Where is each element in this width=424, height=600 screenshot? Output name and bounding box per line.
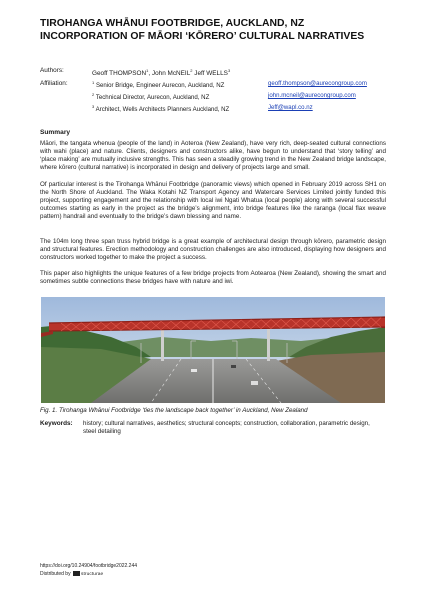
- affiliation-1-text: Senior Bridge, Engineer Aurecon, Auckland, NZ: [95, 82, 225, 90]
- car-2: [231, 365, 236, 368]
- authors-label: Authors:: [40, 67, 64, 74]
- distributed-by: [40, 571, 103, 577]
- figure-caption: [40, 407, 390, 414]
- author-3-sup: 3: [227, 68, 231, 73]
- figure-caption-prefix: Fig. 1.: [40, 407, 58, 414]
- summary-paragraph-2: Of particular interest is the Tirohanga Whānui Footbridge (panoramic views) which opened in February 2019 across SH1 on the North Shore of Auckland. The Waka Kotahi NZ Transport Agency and Watercare Services Limited jointly funded this project, supporting engagement and the relationship with local iwi Ngati Whatua (local people) along with several successful outcomes starting as early in the project as the bridge’s alignment, into bridge features like the raranga (local flax weave pattern) handrail and eventually to the bridge’s dawn blessing and name.: [40, 181, 386, 220]
- affiliation-3-text: Architect, Wells Architects Planners Auckland, NZ: [95, 106, 230, 114]
- keywords-label: Keywords:: [40, 420, 73, 427]
- affiliation-1-sup: 1: [92, 80, 95, 85]
- author-3: Jeff WELLS: [194, 70, 228, 78]
- affiliation-2: [92, 92, 209, 101]
- author-1: Geoff THOMPSON: [92, 70, 147, 78]
- figure-caption-text: Tirohanga Whānui Footbridge ‘ties the landscape back together’ in Auckland, New Zealand: [58, 407, 308, 414]
- summary-paragraph-3: The 104m long three span truss hybrid bridge is a great example of architectural design through kōrero, parametric design and structural features. Erection methodology and construction challenges are also introduced, displaying how designers and constructors worked together to make the project a success.: [40, 238, 386, 261]
- author-2: John McNEIL: [151, 70, 191, 78]
- distributed-by-label: Distributed by: [40, 571, 71, 577]
- affiliation-2-sup: 2: [92, 92, 95, 97]
- summary-heading: Summary: [40, 129, 71, 136]
- car-1: [191, 369, 197, 372]
- author-2-sup: 2: [190, 68, 193, 73]
- structurae-logo-icon: [73, 571, 80, 576]
- affiliation-1: [92, 80, 224, 89]
- author-1-sup: 1: [146, 68, 149, 73]
- bridge-photo-illustration: [41, 297, 385, 403]
- email-link-1[interactable]: geoff.thompson@aurecongroup.com: [268, 80, 367, 87]
- title-line-2: INCORPORATION OF MĀORI ‘KŌRERO’ CULTURAL NARRATIVES: [40, 31, 365, 42]
- structurae-brand: structurae: [80, 572, 104, 577]
- author-list: Geoff THOMPSON$^1$, John McNEIL$^2$ Jeff WELLS$^3$: [92, 68, 231, 78]
- bridge-photo: [41, 297, 385, 403]
- affiliation-3-sup: 3: [92, 104, 95, 109]
- email-link-2[interactable]: john.mcneil@aurecongroup.com: [268, 92, 356, 99]
- title-line-1: TIROHANGA WHĀNUI FOOTBRIDGE, AUCKLAND, NZ: [40, 18, 305, 29]
- doi-link[interactable]: https://doi.org/10.24904/footbridge2022.244: [40, 563, 138, 569]
- summary-paragraph-4: This paper also highlights the unique features of a few bridge projects from Aotearoa (New Zealand), showing the smart and sometimes subtle connections these bridges have with nature and iwi.: [40, 270, 386, 285]
- affiliation-label: Affiliation:: [40, 80, 68, 87]
- affiliation-2-text: Technical Director, Aurecon, Auckland, NZ: [95, 94, 210, 102]
- affiliation-3: [92, 104, 229, 113]
- summary-paragraph-1: Māori, the tangata whenua (people of the land) in Aoteroa (New Zealand), have very rich, deep-seated cultural connections with wahi (place) and nature. Clients, designers and constructors alike, have begun to understand that ‘story telling’ and ‘place making’ are mutually inclusive strengths. This has seen a steadily growing trend in the New Zealand bridge landscape, where kōrero (cultural narrative) is incorporated in design and delivery of projects large and small.: [40, 140, 386, 171]
- car-3: [251, 381, 258, 385]
- paper-title: [40, 17, 390, 43]
- email-link-3[interactable]: Jeff@wapl.co.nz: [268, 104, 313, 111]
- keywords-text: history; cultural narratives, aesthetics; structural concepts; construction, collaboration, parametric design, steel detailing: [83, 420, 370, 435]
